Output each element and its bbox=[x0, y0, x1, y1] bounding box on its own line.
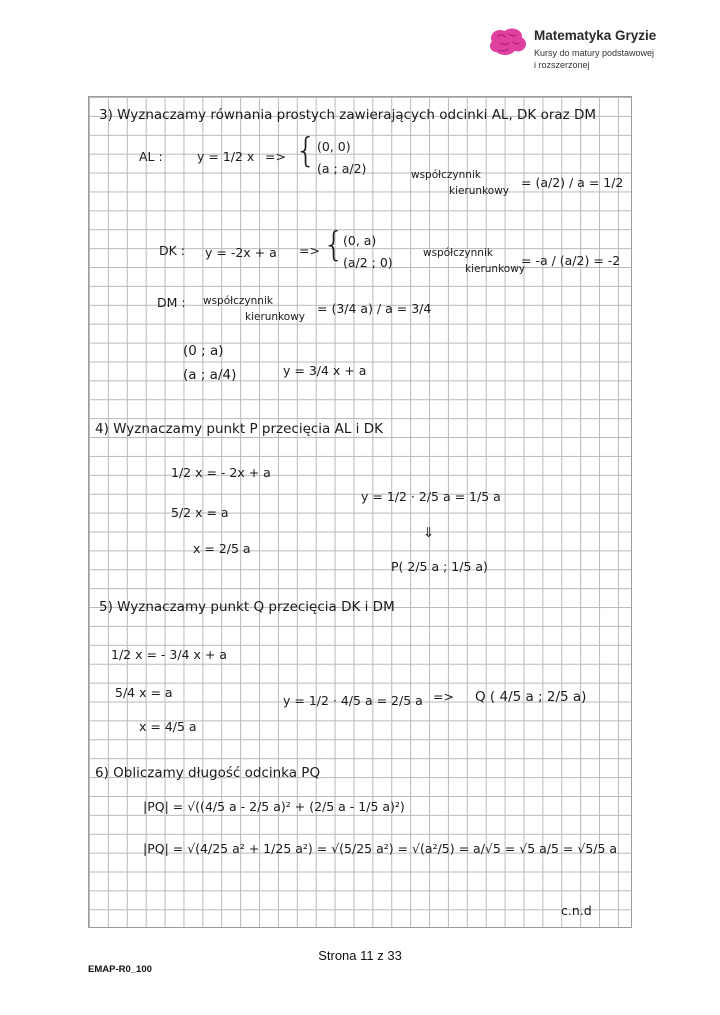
dk-coefficient: = -a / (a/2) = -2 bbox=[521, 253, 621, 268]
al-brace: { bbox=[295, 131, 317, 171]
dk-point-2: (a/2 ; 0) bbox=[343, 255, 393, 270]
dk-point-1: (0, a) bbox=[343, 233, 377, 248]
p-step-1: 1/2 x = - 2x + a bbox=[171, 465, 271, 480]
q-step-3: x = 4/5 a bbox=[139, 719, 197, 734]
pq-step-2: |PQ| = √(4/25 a² + 1/25 a²) = √(5/25 a²) = √(a²/5) = a/√5 = √5 a/5 = √5/5 a bbox=[143, 841, 618, 856]
dm-equation: y = 3/4 x + a bbox=[283, 363, 367, 378]
q-y-calculation: y = 1/2 · 4/5 a = 2/5 a bbox=[283, 693, 423, 708]
al-label: AL : bbox=[139, 149, 163, 164]
qed-mark: c.n.d bbox=[561, 903, 592, 918]
dk-label: DK : bbox=[159, 243, 186, 258]
dk-coef-label-2: kierunkowy bbox=[465, 263, 526, 275]
al-point-1: (0, 0) bbox=[317, 139, 351, 154]
al-equation: y = 1/2 x bbox=[197, 149, 255, 164]
section-6-heading: 6) Obliczamy długość odcinka PQ bbox=[95, 765, 321, 781]
dk-coef-label-1: współczynnik bbox=[423, 247, 493, 259]
al-arrow: => bbox=[265, 149, 286, 164]
dk-brace: { bbox=[323, 225, 345, 265]
section-3-heading: 3) Wyznaczamy równania prostych zawierających odcinki AL, DK oraz DM bbox=[99, 107, 597, 123]
al-coef-label-2: kierunkowy bbox=[449, 185, 510, 197]
q-step-2: 5/4 x = a bbox=[115, 685, 173, 700]
q-arrow: => bbox=[433, 689, 454, 704]
brain-icon bbox=[488, 28, 528, 58]
brand-tagline bbox=[534, 47, 714, 71]
document-code: EMAP-R0_100 bbox=[88, 964, 152, 975]
implies-arrow: ⇓ bbox=[423, 525, 435, 541]
p-y-calculation: y = 1/2 · 2/5 a = 1/5 a bbox=[361, 489, 501, 504]
page-number: Strona 11 z 33 bbox=[318, 948, 402, 963]
pq-step-1: |PQ| = √((4/5 a - 2/5 a)² + (2/5 a - 1/5 a)²) bbox=[143, 799, 405, 814]
dk-arrow: => bbox=[299, 243, 320, 258]
brand-tagline-line-1: Kursy do matury podstawowej bbox=[534, 48, 655, 58]
dm-coef-label-2: kierunkowy bbox=[245, 311, 306, 323]
dk-equation: y = -2x + a bbox=[205, 245, 277, 260]
p-step-2: 5/2 x = a bbox=[171, 505, 229, 520]
q-step-1: 1/2 x = - 3/4 x + a bbox=[111, 647, 227, 662]
graph-paper-worksheet bbox=[88, 96, 632, 928]
al-point-2: (a ; a/2) bbox=[317, 161, 367, 176]
point-p: P( 2/5 a ; 1/5 a) bbox=[391, 559, 488, 574]
dm-point-1: (0 ; a) bbox=[183, 343, 224, 359]
brand-name: Matematyka Gryzie bbox=[534, 28, 657, 43]
al-coefficient: = (a/2) / a = 1/2 bbox=[521, 175, 624, 190]
brand-header bbox=[488, 26, 708, 76]
section-4-heading: 4) Wyznaczamy punkt P przecięcia AL i DK bbox=[95, 421, 383, 437]
dm-coef-label-1: współczynnik bbox=[203, 295, 273, 307]
p-step-3: x = 2/5 a bbox=[193, 541, 251, 556]
point-q: Q ( 4/5 a ; 2/5 a) bbox=[475, 689, 587, 705]
dm-label: DM : bbox=[157, 295, 186, 310]
dm-coefficient: = (3/4 a) / a = 3/4 bbox=[317, 301, 432, 316]
al-coef-label-1: współczynnik bbox=[411, 169, 481, 181]
section-5-heading: 5) Wyznaczamy punkt Q przecięcia DK i DM bbox=[99, 599, 395, 615]
brand-tagline-line-2: i rozszerzonej bbox=[534, 60, 590, 70]
dm-point-2: (a ; a/4) bbox=[183, 367, 237, 383]
